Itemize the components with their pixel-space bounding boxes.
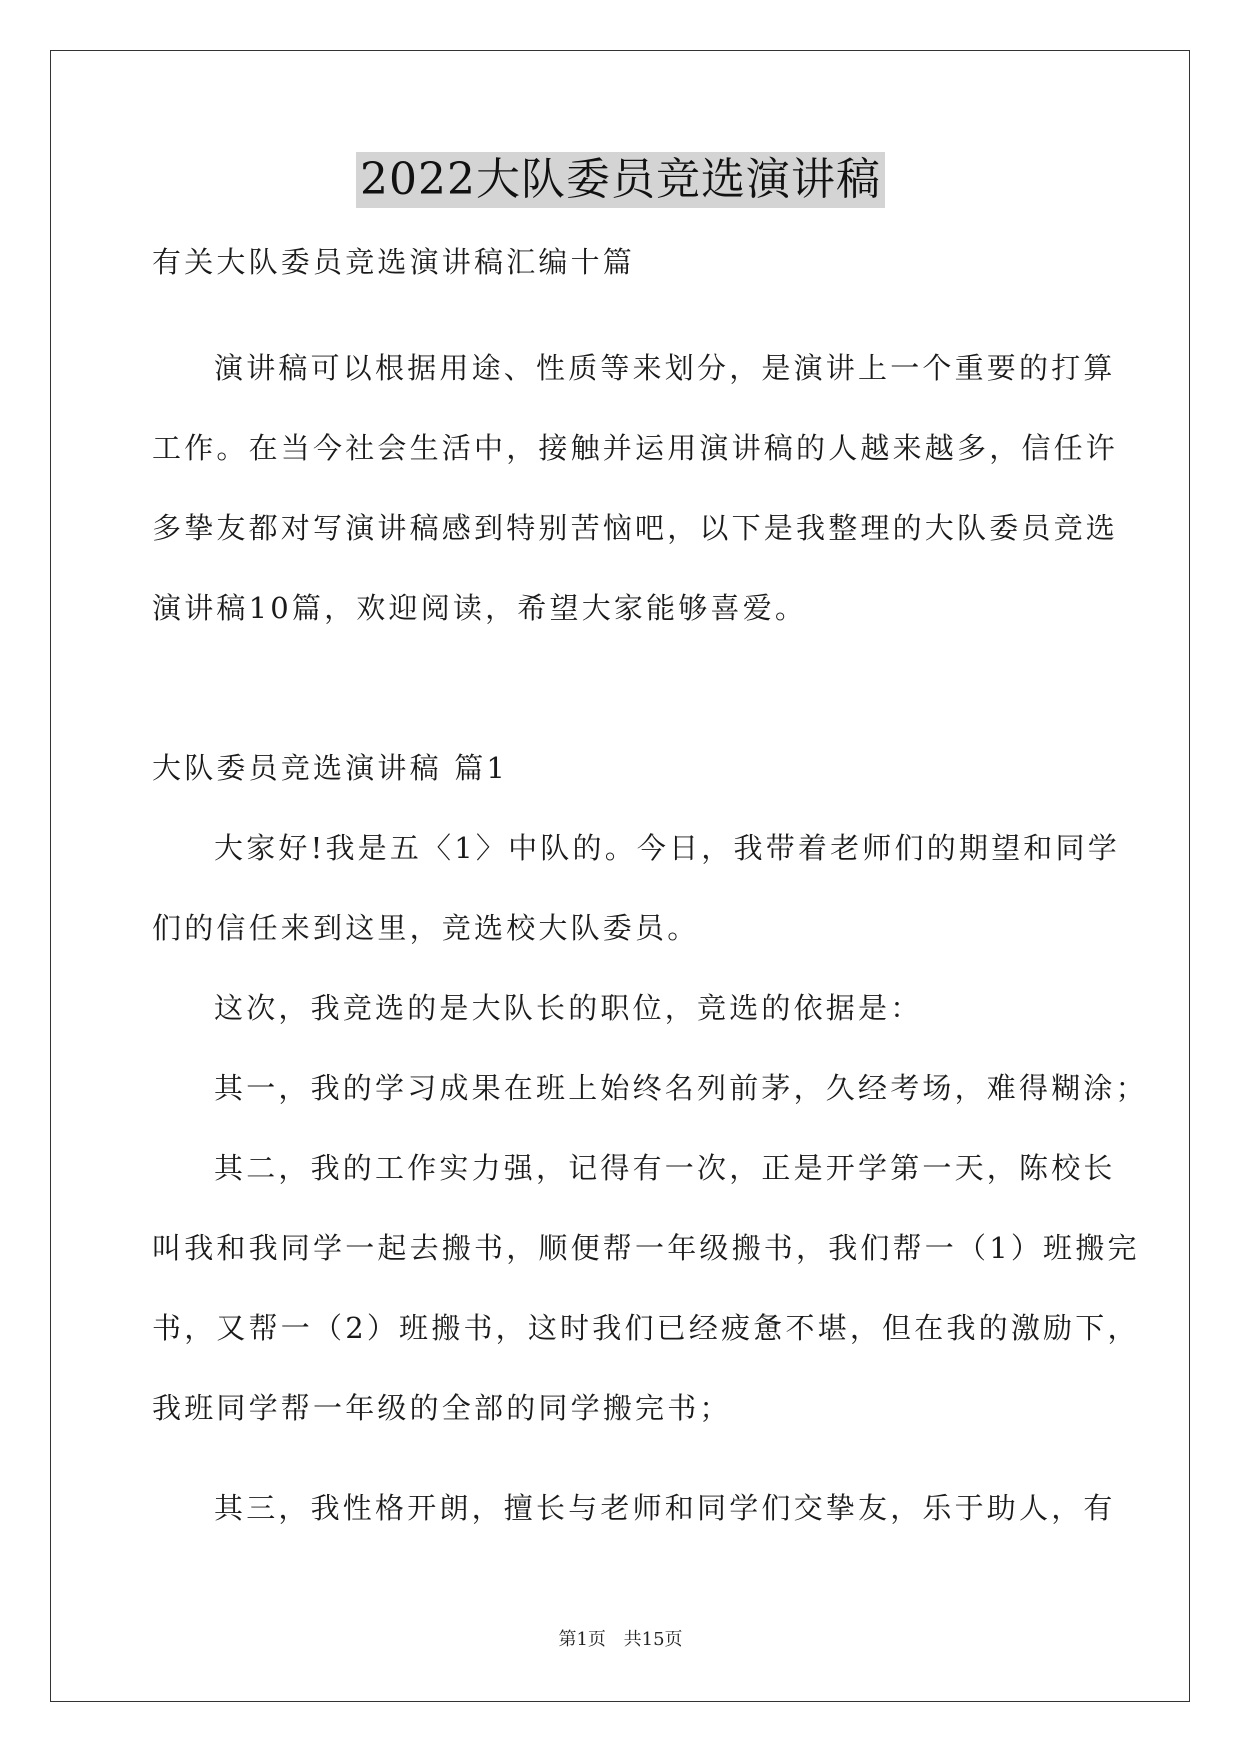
document-subtitle: 有关大队委员竞选演讲稿汇编十篇 (152, 245, 636, 279)
body-line: 其三，我性格开朗，擅长与老师和同学们交挚友，乐于助人，有 (214, 1491, 1116, 1525)
document-title: 2022大队委员竞选演讲稿 (356, 152, 885, 208)
body-line: 叫我和我同学一起去搬书，顺便帮一年级搬书，我们帮一（1）班搬完 (152, 1231, 1140, 1265)
body-line: 这次，我竞选的是大队长的职位，竞选的依据是： (214, 991, 923, 1025)
body-line: 大家好!我是五〈1〉中队的。今日，我带着老师们的期望和同学 (214, 831, 1120, 865)
body-line: 们的信任来到这里，竞选校大队委员。 (152, 911, 700, 945)
intro-line: 多挚友都对写演讲稿感到特别苦恼吧，以下是我整理的大队委员竞选 (152, 511, 1119, 545)
page-border (50, 50, 1190, 1702)
page-footer (0, 1628, 1241, 1652)
page-number: 第1页 (558, 1629, 606, 1650)
intro-line: 工作。在当今社会生活中，接触并运用演讲稿的人越来越多，信任许 (152, 431, 1119, 465)
page-total: 共15页 (623, 1629, 683, 1650)
section-heading: 大队委员竞选演讲稿 篇1 (152, 751, 509, 785)
intro-line: 演讲稿10篇，欢迎阅读，希望大家能够喜爱。 (152, 591, 808, 625)
body-line: 我班同学帮一年级的全部的同学搬完书； (152, 1391, 732, 1425)
title-container (0, 152, 1241, 208)
intro-line: 演讲稿可以根据用途、性质等来划分，是演讲上一个重要的打算 (214, 351, 1116, 385)
body-line: 其二，我的工作实力强，记得有一次，正是开学第一天，陈校长 (214, 1151, 1116, 1185)
body-line: 其一，我的学习成果在班上始终名列前茅，久经考场，难得糊涂； (214, 1071, 1148, 1105)
body-line: 书，又帮一（2）班搬书，这时我们已经疲惫不堪，但在我的激励下， (152, 1311, 1140, 1345)
